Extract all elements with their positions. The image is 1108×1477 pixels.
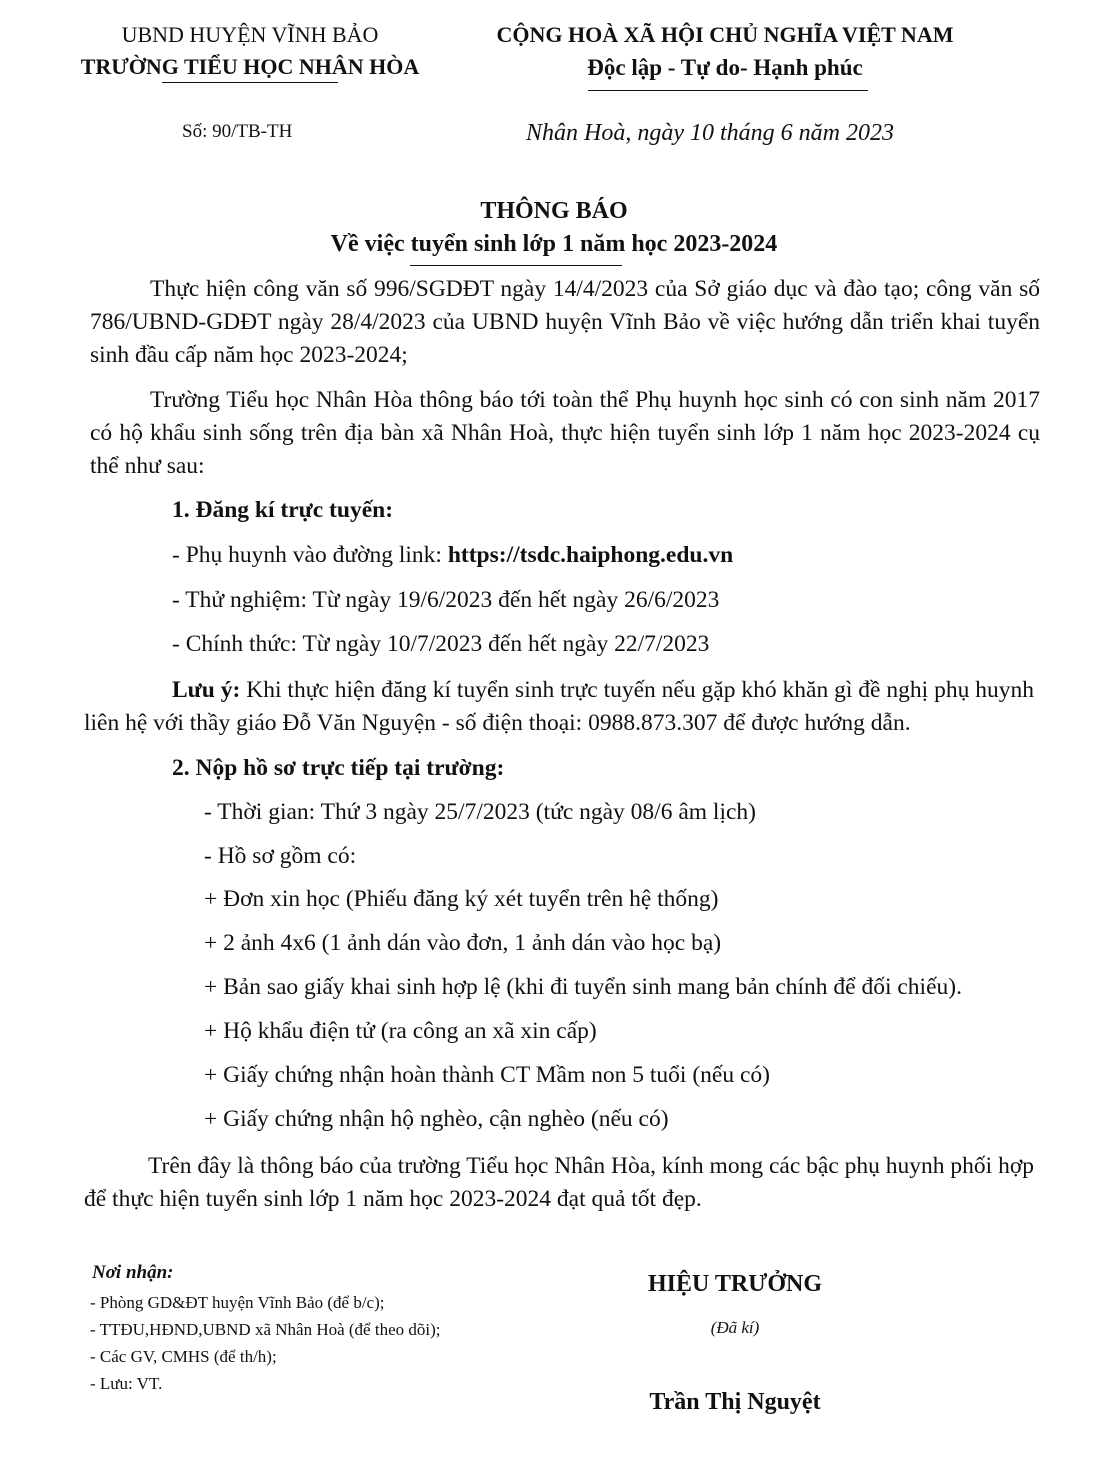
recipients-label: Nơi nhận: <box>92 1262 174 1283</box>
note-label: Lưu ý: <box>172 677 241 703</box>
note-text: Khi thực hiện đăng kí tuyển sinh trực tuyến nếu gặp khó khăn gì đề nghị phụ huynh liên hệ với thầy giáo Đỗ Văn Nguyện - số điện thoại: 0988.873.307 để được hướng dẫn. <box>84 677 1035 736</box>
link-prefix: - Phụ huynh vào đường link: <box>172 542 448 568</box>
note-paragraph <box>84 674 1034 740</box>
nation-motto: Độc lập - Tự do- Hạnh phúc <box>587 55 863 80</box>
signatory-name: Trần Thị Nguyệt <box>649 1389 821 1415</box>
section2-heading: 2. Nộp hồ sơ trực tiếp tại trường: <box>172 755 505 781</box>
recipient-item: - Các GV, CMHS (để th/h); <box>90 1347 277 1366</box>
closing-paragraph: Trên đây là thông báo của trường Tiểu học Nhân Hòa, kính mong các bậc phụ huynh phối hợp để thực hiện tuyển sinh lớp 1 năm học 2023-2024 đạt quả tốt đẹp. <box>84 1153 1034 1212</box>
announcement-paragraph: Trường Tiểu học Nhân Hòa thông báo tới toàn thể Phụ huynh học sinh có con sinh năm 2017 có hộ khẩu sinh sống trên địa bàn xã Nhân Hoà, thực hiện tuyển sinh lớp 1 năm học 2023-2024 cụ thể như sau: <box>90 387 1040 479</box>
intro-paragraph: Thực hiện công văn số 996/SGDĐT ngày 14/4/2023 của Sở giáo dục và đào tạo; công văn số 786/UBND-GDĐT ngày 28/4/2023 của UBND huyện Vĩnh Bảo về việc hướng dẫn triển khai tuyển sinh đầu cấp năm học 2023-2024; <box>90 276 1040 368</box>
document-title: THÔNG BÁO <box>480 198 628 224</box>
recipient-item: - Lưu: VT. <box>90 1374 163 1393</box>
document-subject: Về việc tuyển sinh lớp 1 năm học 2023-2024 <box>330 231 778 257</box>
doc-item: + Giấy chứng nhận hoàn thành CT Mầm non 5 tuổi (nếu có) <box>204 1062 770 1088</box>
link-line <box>172 542 733 569</box>
agency-name: UBND HUYỆN VĨNH BẢO <box>121 22 379 47</box>
doc-item: + 2 ảnh 4x6 (1 ảnh dán vào đơn, 1 ảnh dán vào học bạ) <box>204 930 722 956</box>
signed-status: (Đã kí) <box>710 1318 760 1337</box>
trial-period: - Thử nghiệm: Từ ngày 19/6/2023 đến hết ngày 26/6/2023 <box>172 587 720 613</box>
doc-item: + Giấy chứng nhận hộ nghèo, cận nghèo (nếu có) <box>204 1106 669 1132</box>
submission-time: - Thời gian: Thứ 3 ngày 25/7/2023 (tức ngày 08/6 âm lịch) <box>204 799 756 825</box>
recipient-item: - TTĐU,HĐND,UBND xã Nhân Hoà (để theo dõi); <box>90 1320 441 1339</box>
doc-item: + Hộ khẩu điện tử (ra công an xã xin cấp) <box>204 1018 597 1044</box>
section1-heading: 1. Đăng kí trực tuyến: <box>172 497 394 523</box>
nation-title: CỘNG HOÀ XÃ HỘI CHỦ NGHĨA VIỆT NAM <box>496 22 954 47</box>
document-number: Số: 90/TB-TH <box>182 121 293 142</box>
subject-underline <box>410 265 622 266</box>
doc-item: + Đơn xin học (Phiếu đăng ký xét tuyển trên hệ thống) <box>204 886 719 912</box>
place-date: Nhân Hoà, ngày 10 tháng 6 năm 2023 <box>526 120 894 146</box>
registration-link[interactable]: https://tsdc.haiphong.edu.vn <box>447 542 734 568</box>
recipient-item: - Phòng GD&ĐT huyện Vĩnh Bảo (để b/c); <box>90 1293 385 1312</box>
doc-item: + Bản sao giấy khai sinh hợp lệ (khi đi tuyển sinh mang bản chính để đối chiếu). <box>204 974 962 1000</box>
official-period: - Chính thức: Từ ngày 10/7/2023 đến hết ngày 22/7/2023 <box>172 631 710 657</box>
school-name: TRƯỜNG TIỂU HỌC NHÂN HÒA <box>80 54 420 79</box>
motto-underline <box>588 90 868 91</box>
docs-intro: - Hồ sơ gồm có: <box>204 843 357 869</box>
signatory-title: HIỆU TRƯỞNG <box>647 1271 823 1297</box>
school-name-underline <box>162 82 338 83</box>
